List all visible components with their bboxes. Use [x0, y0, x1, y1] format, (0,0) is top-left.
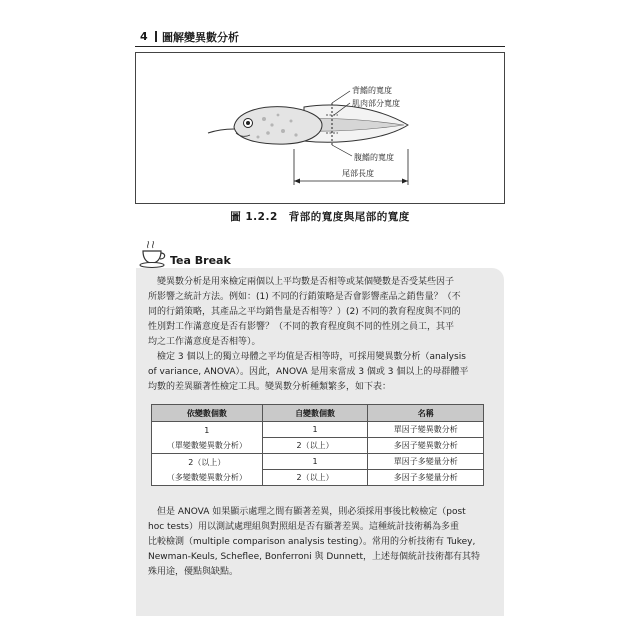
- dependent-univariate: 1 （單變數變異數分析）: [152, 422, 263, 454]
- teacup-icon: [139, 241, 169, 269]
- table-row: [152, 422, 484, 438]
- method-name-cell: 多因子多變量分析: [368, 470, 484, 486]
- label-muscle-width: 肌肉部分寬度: [352, 99, 400, 108]
- paragraph-1: 變異數分析是用來檢定兩個以上平均數是否相等或某個變數是否受某些因子 所影響之統計方法。例如：(1) 不同的行銷策略是否會影響產品之銷售量？（不 同的行銷策略，其產品之平均銷售量是否相等？）(2) 不同的教育程度與不同的 性別對工作滿意度是否有影響？（不同的教育程度與不同的性別之員工，其平 均之工作滿意度是否相等）。: [148, 277, 461, 347]
- method-name-cell: 單因子變異數分析: [368, 422, 484, 438]
- dependent-multivariate: 2（以上） （多變數變異數分析）: [152, 454, 263, 486]
- tadpole-diagram: [136, 53, 504, 203]
- tadpole-figure: [135, 52, 505, 204]
- book-title: 圖解變異數分析: [162, 31, 239, 44]
- independent-cell: 1: [262, 454, 368, 470]
- paragraph-3: 但是 ANOVA 如果顯示處理之間有顯著差異，則必須採用事後比較檢定（post hoc tests）用以測試處理組與對照組是否有顯著差異。這種統計技術稱為多重 比較檢測（multiple comparison analysis testing）。常用的分析技術有 Tukey, Newman-Keuls, Scheflee, Bonferroni 與 Dunnett，上述每個統計技術都有其特 殊用途，優點與缺點。: [148, 507, 481, 577]
- label-tail-length: 尾部長度: [342, 169, 374, 178]
- header-dependent: 依變數個數: [152, 405, 263, 422]
- method-name-cell: 單因子多變量分析: [368, 454, 484, 470]
- tea-break-title: Tea Break: [170, 254, 231, 267]
- figure-caption: 圖 1.2.2 背部的寬度與尾部的寬度: [230, 211, 410, 223]
- independent-cell: 2（以上）: [262, 470, 368, 486]
- method-name-cell: 多因子變異數分析: [368, 438, 484, 454]
- page-header: [135, 24, 505, 47]
- leader-ventral: [332, 145, 352, 156]
- independent-cell: 2（以上）: [262, 438, 368, 454]
- header-name: 名稱: [368, 405, 484, 422]
- leader-dorsal: [332, 91, 350, 103]
- table-header-row: [152, 405, 484, 422]
- header-independent: 自變數個數: [262, 405, 368, 422]
- paragraph-2: 檢定 3 個以上的獨立母體之平均值是否相等時，可採用變異數分析（analysis of variance, ANOVA）。因此，ANOVA 是用來當成 3 個或 3 個以上的母群體平 均數的差異顯著性檢定工具。變異數分析種類繁多，如下表：: [148, 352, 469, 392]
- header-divider: [155, 31, 157, 42]
- label-ventral-fin-width: 腹鰭的寬度: [354, 153, 394, 162]
- independent-cell: 1: [262, 422, 368, 438]
- barbel-line: [208, 129, 234, 133]
- table-row: [152, 454, 484, 470]
- label-dorsal-fin-width: 背鰭的寬度: [352, 86, 392, 95]
- page-number: 4: [140, 30, 148, 43]
- anova-types-table: [151, 404, 484, 486]
